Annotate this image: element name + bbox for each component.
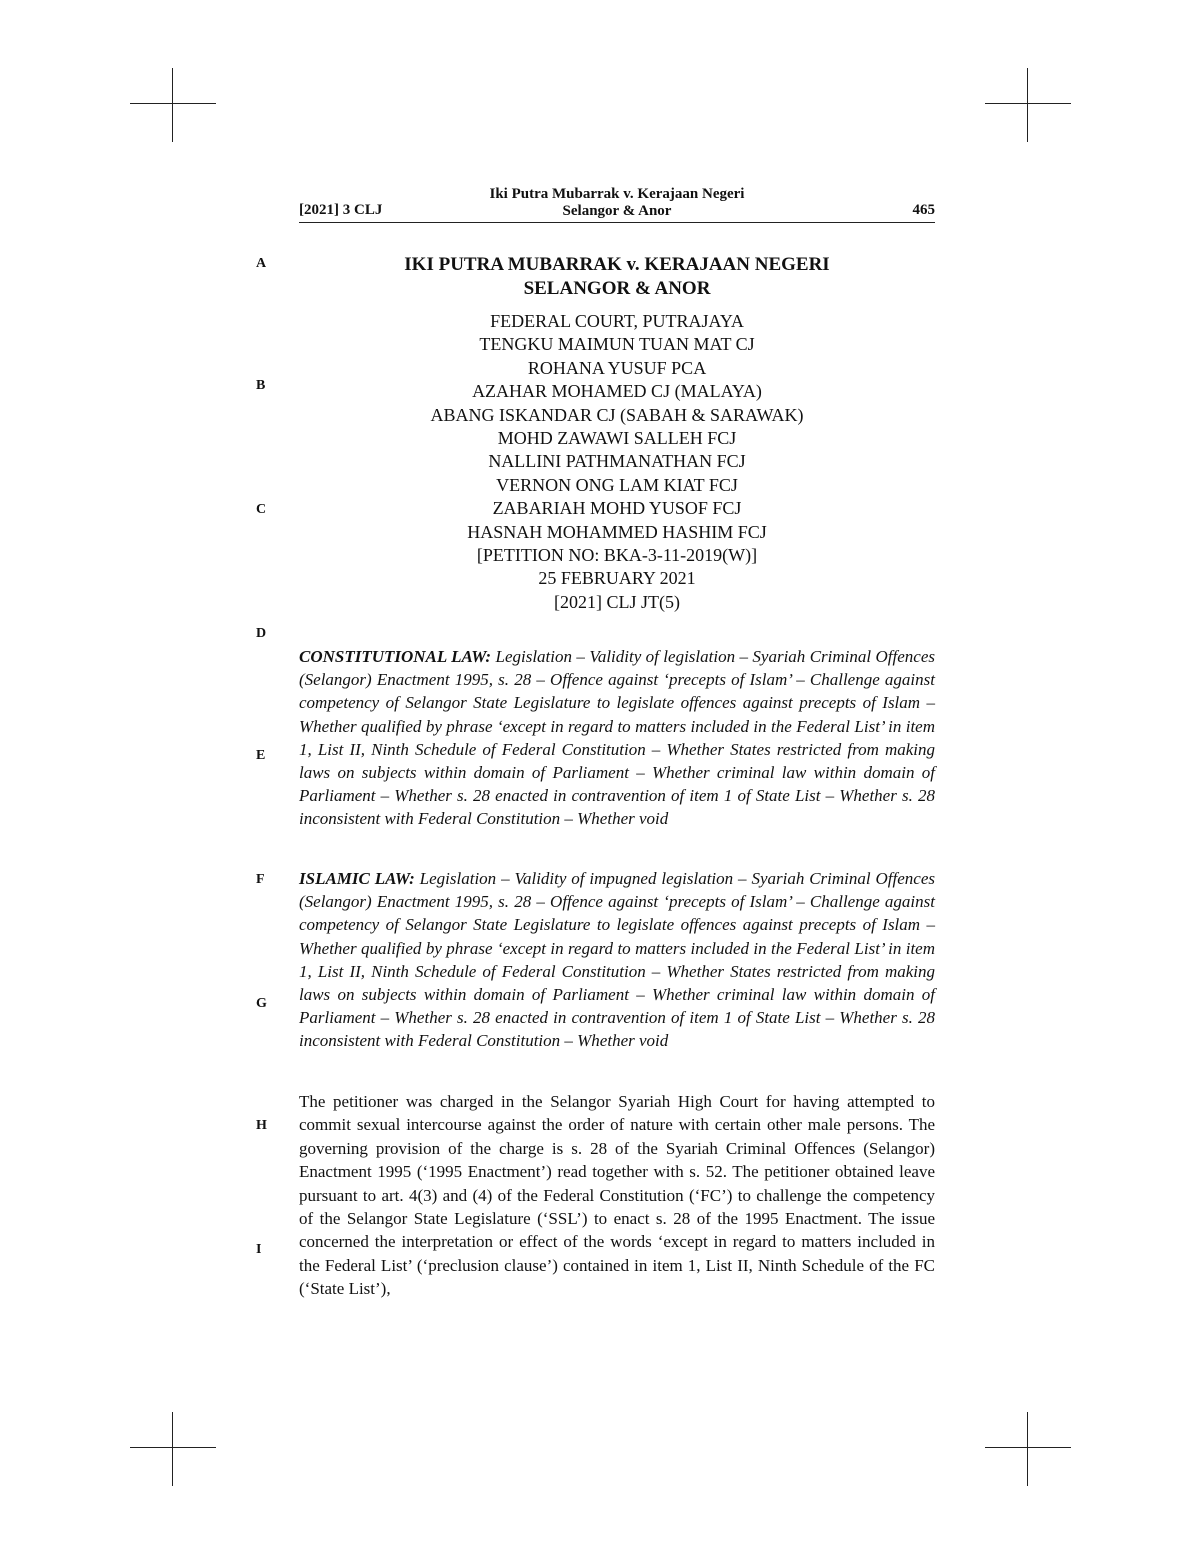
margin-letter-d: D [256,626,267,641]
margin-letter-g: G [256,996,267,1011]
catchword-topic: CONSTITUTIONAL LAW: [299,647,496,666]
judge-name: NALLINI PATHMANATHAN FCJ [488,451,746,472]
judge-name: HASNAH MOHAMMED HASHIM FCJ [467,521,767,542]
catchword-text: Legislation – Validity of legislation – Syariah Criminal Offences (Selangor) Enactment 1995, s. 28 – Offence against ‘precepts of Islam’ – Challenge against competency of Selangor State Legislature to legislate offences against precepts of Islam – Whether qualified by phrase ‘except in regard to matters included in the Federal List’ in item 1, List II, Ninth Schedule of Federal Constitution – Whether States restricted from making laws on subjects within domain of Parliament – Whether criminal law within domain of Parliament – Whether s. 28 enacted in contravention of item 1 of State List – Whether s. 28 inconsistent with Federal Constitution – Whether void [299,647,935,829]
margin-letter-c: C [256,502,267,517]
judge-name: VERNON ONG LAM KIAT FCJ [496,474,738,495]
crop-mark-top-right-h [985,103,1071,104]
report-citation: [2021] CLJ JT(5) [554,591,680,612]
judge-name: TENGKU MAIMUN TUAN MAT CJ [479,334,755,355]
margin-letter-f: F [256,872,265,887]
header-case-name [299,186,935,220]
catchword-islamic-law [299,867,935,1053]
crop-mark-top-left-v [172,68,173,142]
judge-name: AZAHAR MOHAMED CJ (MALAYA) [472,381,762,402]
header-case-name-line2: Selangor & Anor [562,203,672,219]
judge-name: ROHANA YUSUF PCA [527,357,707,378]
page-number: 465 [912,202,935,218]
margin-letter-a: A [256,256,267,271]
crop-mark-top-right-v [1027,68,1028,142]
margin-letter-i: I [256,1242,262,1257]
catchword-text: Legislation – Validity of impugned legislation – Syariah Criminal Offences (Selangor) Enactment 1995, s. 28 – Offence against ‘precepts of Islam’ – Challenge against competency of Selangor State Legislature to legislate offences against precepts of Islam – Whether qualified by phrase ‘except in regard to matters included in the Federal List’ in item 1, List II, Ninth Schedule of Federal Constitution – Whether States restricted from making laws on subjects within domain of Parliament – Whether criminal law within domain of Parliament – Whether s. 28 enacted in contravention of item 1 of State List – Whether s. 28 inconsistent with Federal Constitution – Whether void [299,869,935,1051]
case-title-line1: IKI PUTRA MUBARRAK v. KERAJAAN NEGERI [404,254,830,275]
headnote-paragraph: The petitioner was charged in the Selangor Syariah High Court for having attempted to commit sexual intercourse against the order of nature with certain other male persons. The governing provision of the charge is s. 28 of the Syariah Criminal Offences (Selangor) Enactment 1995 (‘1995 Enactment’) read together with s. 52. The petitioner obtained leave pursuant to art. 4(3) and (4) of the Federal Constitution (‘FC’) to challenge the competency of the Selangor State Legislature (‘SSL’) to enact s. 28 of the 1995 Enactment. The issue concerned the interpretation or effect of the words ‘except in regard to matters included in the Federal List’ (‘preclusion clause’) contained in item 1, List II, Ninth Schedule of the FC (‘State List’), [299,1092,935,1299]
crop-mark-bottom-right-v [1027,1412,1028,1486]
margin-letter-e: E [256,748,266,763]
margin-letter-h: H [256,1118,267,1133]
petition-number: [PETITION NO: BKA-3-11-2019(W)] [476,545,758,566]
judge-name: ZABARIAH MOHD YUSOF FCJ [492,498,742,519]
judge-name: ABANG ISKANDAR CJ (SABAH & SARAWAK) [430,404,804,425]
bench-block [299,310,935,614]
judge-name: MOHD ZAWAWI SALLEH FCJ [497,428,737,449]
catchword-constitutional-law [299,645,935,831]
crop-mark-bottom-left-h [130,1447,216,1448]
running-header [299,186,935,223]
court-name: FEDERAL COURT, PUTRAJAYA [490,311,744,331]
case-title [299,253,935,301]
margin-letter-b: B [256,378,266,393]
header-citation: [2021] 3 CLJ [299,202,383,218]
judgment-date: 25 FEBRUARY 2021 [538,568,696,589]
catchword-topic: ISLAMIC LAW: [299,869,420,888]
crop-mark-bottom-left-v [172,1412,173,1486]
header-case-name-line1: Iki Putra Mubarrak v. Kerajaan Negeri [489,186,745,202]
crop-mark-bottom-right-h [985,1447,1071,1448]
crop-mark-top-left-h [130,103,216,104]
case-title-line2: SELANGOR & ANOR [523,278,711,299]
